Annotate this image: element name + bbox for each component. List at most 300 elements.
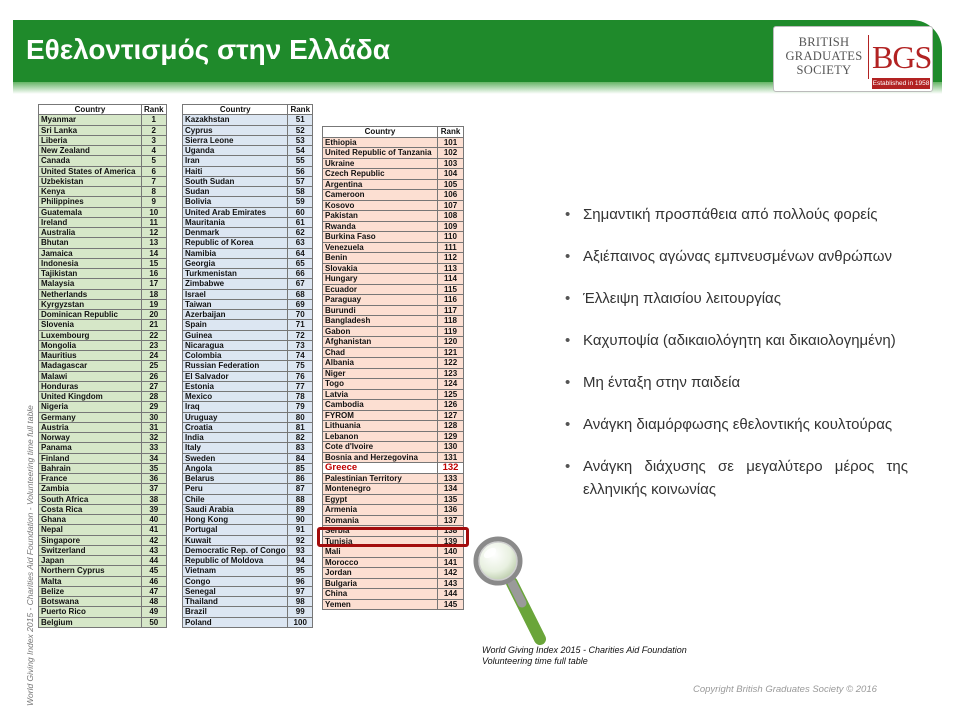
table-row — [183, 597, 313, 607]
table-row — [39, 310, 167, 320]
rank-cell: 71 — [288, 320, 313, 330]
rank-cell: 142 — [438, 568, 464, 579]
country-cell: Armenia — [323, 505, 438, 516]
rank-cell: 35 — [142, 463, 167, 473]
table-row — [183, 463, 313, 473]
country-cell: Ethiopia — [323, 137, 438, 148]
rank-cell: 108 — [438, 211, 464, 222]
country-cell: Palestinian Territory — [323, 473, 438, 484]
table-row — [183, 412, 313, 422]
table-row — [183, 310, 313, 320]
country-cell: Bolivia — [183, 197, 288, 207]
table-row — [183, 402, 313, 412]
country-cell: Nigeria — [39, 402, 142, 412]
rank-cell: 106 — [438, 190, 464, 201]
rank-cell: 111 — [438, 242, 464, 253]
rank-cell: 116 — [438, 295, 464, 306]
table-row — [39, 381, 167, 391]
country-cell: Slovenia — [39, 320, 142, 330]
rank-cell: 109 — [438, 221, 464, 232]
rank-cell: 75 — [288, 361, 313, 371]
country-cell: Hungary — [323, 274, 438, 285]
table-row — [39, 607, 167, 617]
magnifying-glass-icon — [470, 535, 550, 645]
rank-cell: 23 — [142, 340, 167, 350]
table-row — [183, 474, 313, 484]
country-cell: Greece — [323, 463, 438, 474]
country-cell: Mauritius — [39, 351, 142, 361]
country-cell: United Kingdom — [39, 392, 142, 402]
rank-cell: 66 — [288, 269, 313, 279]
table-row — [183, 176, 313, 186]
table-row — [39, 463, 167, 473]
table-row — [183, 433, 313, 443]
table-row — [183, 361, 313, 371]
rank-cell: 59 — [288, 197, 313, 207]
country-cell: Belgium — [39, 617, 142, 627]
rank-cell: 60 — [288, 207, 313, 217]
table-row — [39, 566, 167, 576]
table-row — [323, 137, 464, 148]
country-cell: Australia — [39, 228, 142, 238]
rank-cell: 5 — [142, 156, 167, 166]
rank-cell: 135 — [438, 494, 464, 505]
table-row — [323, 274, 464, 285]
country-cell: Bahrain — [39, 463, 142, 473]
table-row — [39, 279, 167, 289]
country-cell: Guatemala — [39, 207, 142, 217]
country-cell: Mauritania — [183, 217, 288, 227]
table-row — [39, 289, 167, 299]
rank-cell: 9 — [142, 197, 167, 207]
rank-cell: 70 — [288, 310, 313, 320]
logo-line-1: BRITISH — [798, 35, 850, 49]
country-cell: Germany — [39, 412, 142, 422]
rank-cell: 127 — [438, 410, 464, 421]
country-cell: Angola — [183, 463, 288, 473]
table-row — [39, 258, 167, 268]
country-cell: Liberia — [39, 135, 142, 145]
table-row — [39, 371, 167, 381]
country-cell: China — [323, 589, 438, 600]
rank-cell: 43 — [142, 545, 167, 555]
country-cell: Sudan — [183, 187, 288, 197]
table-row — [39, 125, 167, 135]
country-cell: Namibia — [183, 248, 288, 258]
rank-cell: 99 — [288, 607, 313, 617]
table-row — [39, 412, 167, 422]
country-cell: Ireland — [39, 217, 142, 227]
country-cell: FYROM — [323, 410, 438, 421]
country-cell: Bulgaria — [323, 578, 438, 589]
table-row — [183, 125, 313, 135]
rank-cell: 97 — [288, 586, 313, 596]
country-cell: Madagascar — [39, 361, 142, 371]
table-row — [323, 442, 464, 453]
table-row — [323, 557, 464, 568]
country-cell: Thailand — [183, 597, 288, 607]
rank-cell: 115 — [438, 284, 464, 295]
table-row — [183, 320, 313, 330]
rank-cell: 76 — [288, 371, 313, 381]
table-row — [183, 607, 313, 617]
country-cell: Republic of Moldova — [183, 556, 288, 566]
rank-cell: 134 — [438, 484, 464, 495]
country-cell: Mali — [323, 547, 438, 558]
rank-cell: 140 — [438, 547, 464, 558]
country-cell: Brazil — [183, 607, 288, 617]
rank-cell: 58 — [288, 187, 313, 197]
table-row — [323, 410, 464, 421]
rank-cell: 112 — [438, 253, 464, 264]
logo-mark: BGS — [872, 39, 932, 75]
rank-cell: 38 — [142, 494, 167, 504]
table-row — [323, 431, 464, 442]
rank-cell: 30 — [142, 412, 167, 422]
country-cell: South Sudan — [183, 176, 288, 186]
rank-cell: 24 — [142, 351, 167, 361]
ranking-table-1 — [38, 104, 167, 628]
rank-cell: 102 — [438, 148, 464, 159]
rank-cell: 138 — [438, 526, 464, 537]
rank-cell: 128 — [438, 421, 464, 432]
country-cell: Croatia — [183, 422, 288, 432]
table-row — [323, 547, 464, 558]
rank-cell: 133 — [438, 473, 464, 484]
rank-cell: 123 — [438, 368, 464, 379]
table-row — [183, 269, 313, 279]
rank-cell: 6 — [142, 166, 167, 176]
rank-cell: 52 — [288, 125, 313, 135]
country-cell: Sri Lanka — [39, 125, 142, 135]
rank-cell: 16 — [142, 269, 167, 279]
rank-cell: 103 — [438, 158, 464, 169]
rank-cell: 124 — [438, 379, 464, 390]
table-row — [39, 556, 167, 566]
logo-divider — [868, 35, 869, 79]
table-row — [323, 379, 464, 390]
table-row — [323, 368, 464, 379]
rank-cell: 37 — [142, 484, 167, 494]
country-cell: Malaysia — [39, 279, 142, 289]
rank-cell: 93 — [288, 545, 313, 555]
table-row — [183, 156, 313, 166]
table-row — [183, 381, 313, 391]
table-row — [323, 463, 464, 474]
country-cell: Kenya — [39, 187, 142, 197]
rank-cell: 64 — [288, 248, 313, 258]
country-cell: Republic of Korea — [183, 238, 288, 248]
rank-cell: 65 — [288, 258, 313, 268]
side-source-note: World Giving Index 2015 - Charities Aid Foundation - Volunteering time full table — [25, 405, 35, 706]
rank-cell: 45 — [142, 566, 167, 576]
country-cell: Mexico — [183, 392, 288, 402]
table-row — [39, 525, 167, 535]
rank-cell: 130 — [438, 442, 464, 453]
rank-cell: 22 — [142, 330, 167, 340]
rank-cell: 27 — [142, 381, 167, 391]
rank-cell: 88 — [288, 494, 313, 504]
table-row — [183, 617, 313, 627]
table-row — [323, 337, 464, 348]
rank-cell: 42 — [142, 535, 167, 545]
rank-cell: 132 — [438, 463, 464, 474]
country-cell: Sierra Leone — [183, 135, 288, 145]
rank-cell: 1 — [142, 115, 167, 125]
table-row — [183, 166, 313, 176]
table-row — [39, 392, 167, 402]
table-row — [323, 515, 464, 526]
bullet-item: • Μη ένταξη στην παιδεία — [563, 371, 908, 394]
table-row — [183, 371, 313, 381]
greece-highlight-box — [317, 527, 469, 547]
country-cell: Estonia — [183, 381, 288, 391]
bullet-item: • Καχυποψία (αδικαιολόγητη και δικαιολογημένη) — [563, 329, 908, 352]
country-cell: South Africa — [39, 494, 142, 504]
table-row — [183, 545, 313, 555]
table-row — [323, 326, 464, 337]
country-cell: Peru — [183, 484, 288, 494]
ranking-table-2 — [182, 104, 313, 628]
country-cell: Chile — [183, 494, 288, 504]
table-row — [183, 535, 313, 545]
table-row — [39, 453, 167, 463]
logo-line-2: GRADUATES — [785, 49, 863, 63]
rank-cell: 94 — [288, 556, 313, 566]
table-row — [183, 484, 313, 494]
rank-cell: 55 — [288, 156, 313, 166]
table-row — [39, 535, 167, 545]
rank-cell: 72 — [288, 330, 313, 340]
table-row — [323, 452, 464, 463]
country-cell: Hong Kong — [183, 515, 288, 525]
country-cell: Zimbabwe — [183, 279, 288, 289]
bullet-item: • Ανάγκη διάχυσης σε μεγαλύτερο μέρος της ελληνικής κοινωνίας — [563, 455, 908, 501]
country-cell: Haiti — [183, 166, 288, 176]
rank-cell: 13 — [142, 238, 167, 248]
table-row — [323, 284, 464, 295]
rank-cell: 3 — [142, 135, 167, 145]
rank-cell: 96 — [288, 576, 313, 586]
rank-cell: 28 — [142, 392, 167, 402]
table-row — [183, 576, 313, 586]
rank-cell: 61 — [288, 217, 313, 227]
column-header-country: Country — [323, 127, 438, 138]
country-cell: Puerto Rico — [39, 607, 142, 617]
country-cell: Cyprus — [183, 125, 288, 135]
table-row — [183, 299, 313, 309]
table-row — [323, 389, 464, 400]
rank-cell: 56 — [288, 166, 313, 176]
rank-cell: 122 — [438, 358, 464, 369]
logo-wordmark — [780, 35, 868, 77]
table-row — [183, 351, 313, 361]
rank-cell: 69 — [288, 299, 313, 309]
table-row — [39, 433, 167, 443]
country-cell: France — [39, 474, 142, 484]
rank-cell: 10 — [142, 207, 167, 217]
country-cell: Tunisia — [323, 536, 438, 547]
table-row — [323, 190, 464, 201]
rank-cell: 36 — [142, 474, 167, 484]
rank-cell: 83 — [288, 443, 313, 453]
country-cell: Congo — [183, 576, 288, 586]
table-row — [323, 242, 464, 253]
rank-cell: 144 — [438, 589, 464, 600]
rank-cell: 139 — [438, 536, 464, 547]
table-row — [39, 361, 167, 371]
rank-cell: 143 — [438, 578, 464, 589]
table-row — [183, 238, 313, 248]
rank-cell: 18 — [142, 289, 167, 299]
column-header-rank: Rank — [438, 127, 464, 138]
rank-cell: 57 — [288, 176, 313, 186]
country-cell: Gabon — [323, 326, 438, 337]
rank-cell: 49 — [142, 607, 167, 617]
rank-cell: 68 — [288, 289, 313, 299]
country-cell: Finland — [39, 453, 142, 463]
country-cell: Italy — [183, 443, 288, 453]
rank-cell: 39 — [142, 504, 167, 514]
table-row — [39, 166, 167, 176]
rank-cell: 50 — [142, 617, 167, 627]
rank-cell: 80 — [288, 412, 313, 422]
country-cell: Honduras — [39, 381, 142, 391]
table-row — [39, 515, 167, 525]
country-cell: Mongolia — [39, 340, 142, 350]
table-row — [39, 135, 167, 145]
table-row — [39, 484, 167, 494]
rank-cell: 4 — [142, 146, 167, 156]
rank-cell: 137 — [438, 515, 464, 526]
rank-cell: 129 — [438, 431, 464, 442]
country-cell: Afghanistan — [323, 337, 438, 348]
table-row — [323, 305, 464, 316]
caption-line-1: World Giving Index 2015 - Charities Aid Foundation — [482, 645, 687, 655]
country-cell: Zambia — [39, 484, 142, 494]
table-row — [39, 299, 167, 309]
country-cell: Chad — [323, 347, 438, 358]
country-cell: Malta — [39, 576, 142, 586]
country-cell: Bangladesh — [323, 316, 438, 327]
table-row — [183, 556, 313, 566]
country-cell: Spain — [183, 320, 288, 330]
table-row — [183, 258, 313, 268]
table-row — [39, 474, 167, 484]
table-row — [39, 115, 167, 125]
country-cell: Kosovo — [323, 200, 438, 211]
table-row — [323, 400, 464, 411]
table-row — [39, 617, 167, 627]
rank-cell: 104 — [438, 169, 464, 180]
country-cell: Tajikistan — [39, 269, 142, 279]
column-header-country: Country — [39, 105, 142, 115]
country-cell: Panama — [39, 443, 142, 453]
country-cell: Uzbekistan — [39, 176, 142, 186]
rank-cell: 17 — [142, 279, 167, 289]
rank-cell: 14 — [142, 248, 167, 258]
country-cell: Nepal — [39, 525, 142, 535]
rank-cell: 2 — [142, 125, 167, 135]
rank-cell: 12 — [142, 228, 167, 238]
country-cell: Azerbaijan — [183, 310, 288, 320]
country-cell: Egypt — [323, 494, 438, 505]
rank-cell: 62 — [288, 228, 313, 238]
bullet-item: • Ανάγκη διαμόρφωσης εθελοντικής κουλτούρας — [563, 413, 908, 436]
rank-cell: 67 — [288, 279, 313, 289]
rank-cell: 26 — [142, 371, 167, 381]
rank-cell: 113 — [438, 263, 464, 274]
table-row — [183, 187, 313, 197]
country-cell: Cote d'Ivoire — [323, 442, 438, 453]
table-row — [39, 340, 167, 350]
table-row — [39, 402, 167, 412]
table-row — [39, 187, 167, 197]
country-cell: Morocco — [323, 557, 438, 568]
country-cell: Poland — [183, 617, 288, 627]
table-row — [323, 473, 464, 484]
rank-cell: 121 — [438, 347, 464, 358]
rank-cell: 100 — [288, 617, 313, 627]
country-cell: Georgia — [183, 258, 288, 268]
rank-cell: 11 — [142, 217, 167, 227]
table-row — [39, 217, 167, 227]
country-cell: Ukraine — [323, 158, 438, 169]
country-cell: Lithuania — [323, 421, 438, 432]
rank-cell: 29 — [142, 402, 167, 412]
country-cell: Burkina Faso — [323, 232, 438, 243]
rank-cell: 21 — [142, 320, 167, 330]
rank-cell: 73 — [288, 340, 313, 350]
country-cell: Bhutan — [39, 238, 142, 248]
caption-line-2: Volunteering time full table — [482, 656, 588, 666]
rank-cell: 131 — [438, 452, 464, 463]
country-cell: Dominican Republic — [39, 310, 142, 320]
country-cell: Benin — [323, 253, 438, 264]
country-cell: Nicaragua — [183, 340, 288, 350]
rank-cell: 31 — [142, 422, 167, 432]
rank-cell: 145 — [438, 599, 464, 610]
table-row — [39, 269, 167, 279]
country-cell: Botswana — [39, 597, 142, 607]
table-row — [183, 443, 313, 453]
table-row — [323, 347, 464, 358]
table-row — [323, 158, 464, 169]
bullet-item: • Αξιέπαινος αγώνας εμπνευσμένων ανθρώπων — [563, 245, 908, 268]
rank-cell: 114 — [438, 274, 464, 285]
country-cell: Yemen — [323, 599, 438, 610]
country-cell: Austria — [39, 422, 142, 432]
country-cell: Russian Federation — [183, 361, 288, 371]
table-row — [323, 148, 464, 159]
table-row — [323, 484, 464, 495]
country-cell: Vietnam — [183, 566, 288, 576]
rank-cell: 25 — [142, 361, 167, 371]
rank-cell: 20 — [142, 310, 167, 320]
table-row — [323, 494, 464, 505]
bullet-item: • Σημαντική προσπάθεια από πολλούς φορείς — [563, 203, 908, 226]
rank-cell: 44 — [142, 556, 167, 566]
country-cell: Uganda — [183, 146, 288, 156]
country-cell: Uruguay — [183, 412, 288, 422]
table-row — [183, 197, 313, 207]
rank-cell: 77 — [288, 381, 313, 391]
rank-cell: 105 — [438, 179, 464, 190]
rank-cell: 53 — [288, 135, 313, 145]
rank-cell: 87 — [288, 484, 313, 494]
country-cell: Kazakhstan — [183, 115, 288, 125]
country-cell: Montenegro — [323, 484, 438, 495]
